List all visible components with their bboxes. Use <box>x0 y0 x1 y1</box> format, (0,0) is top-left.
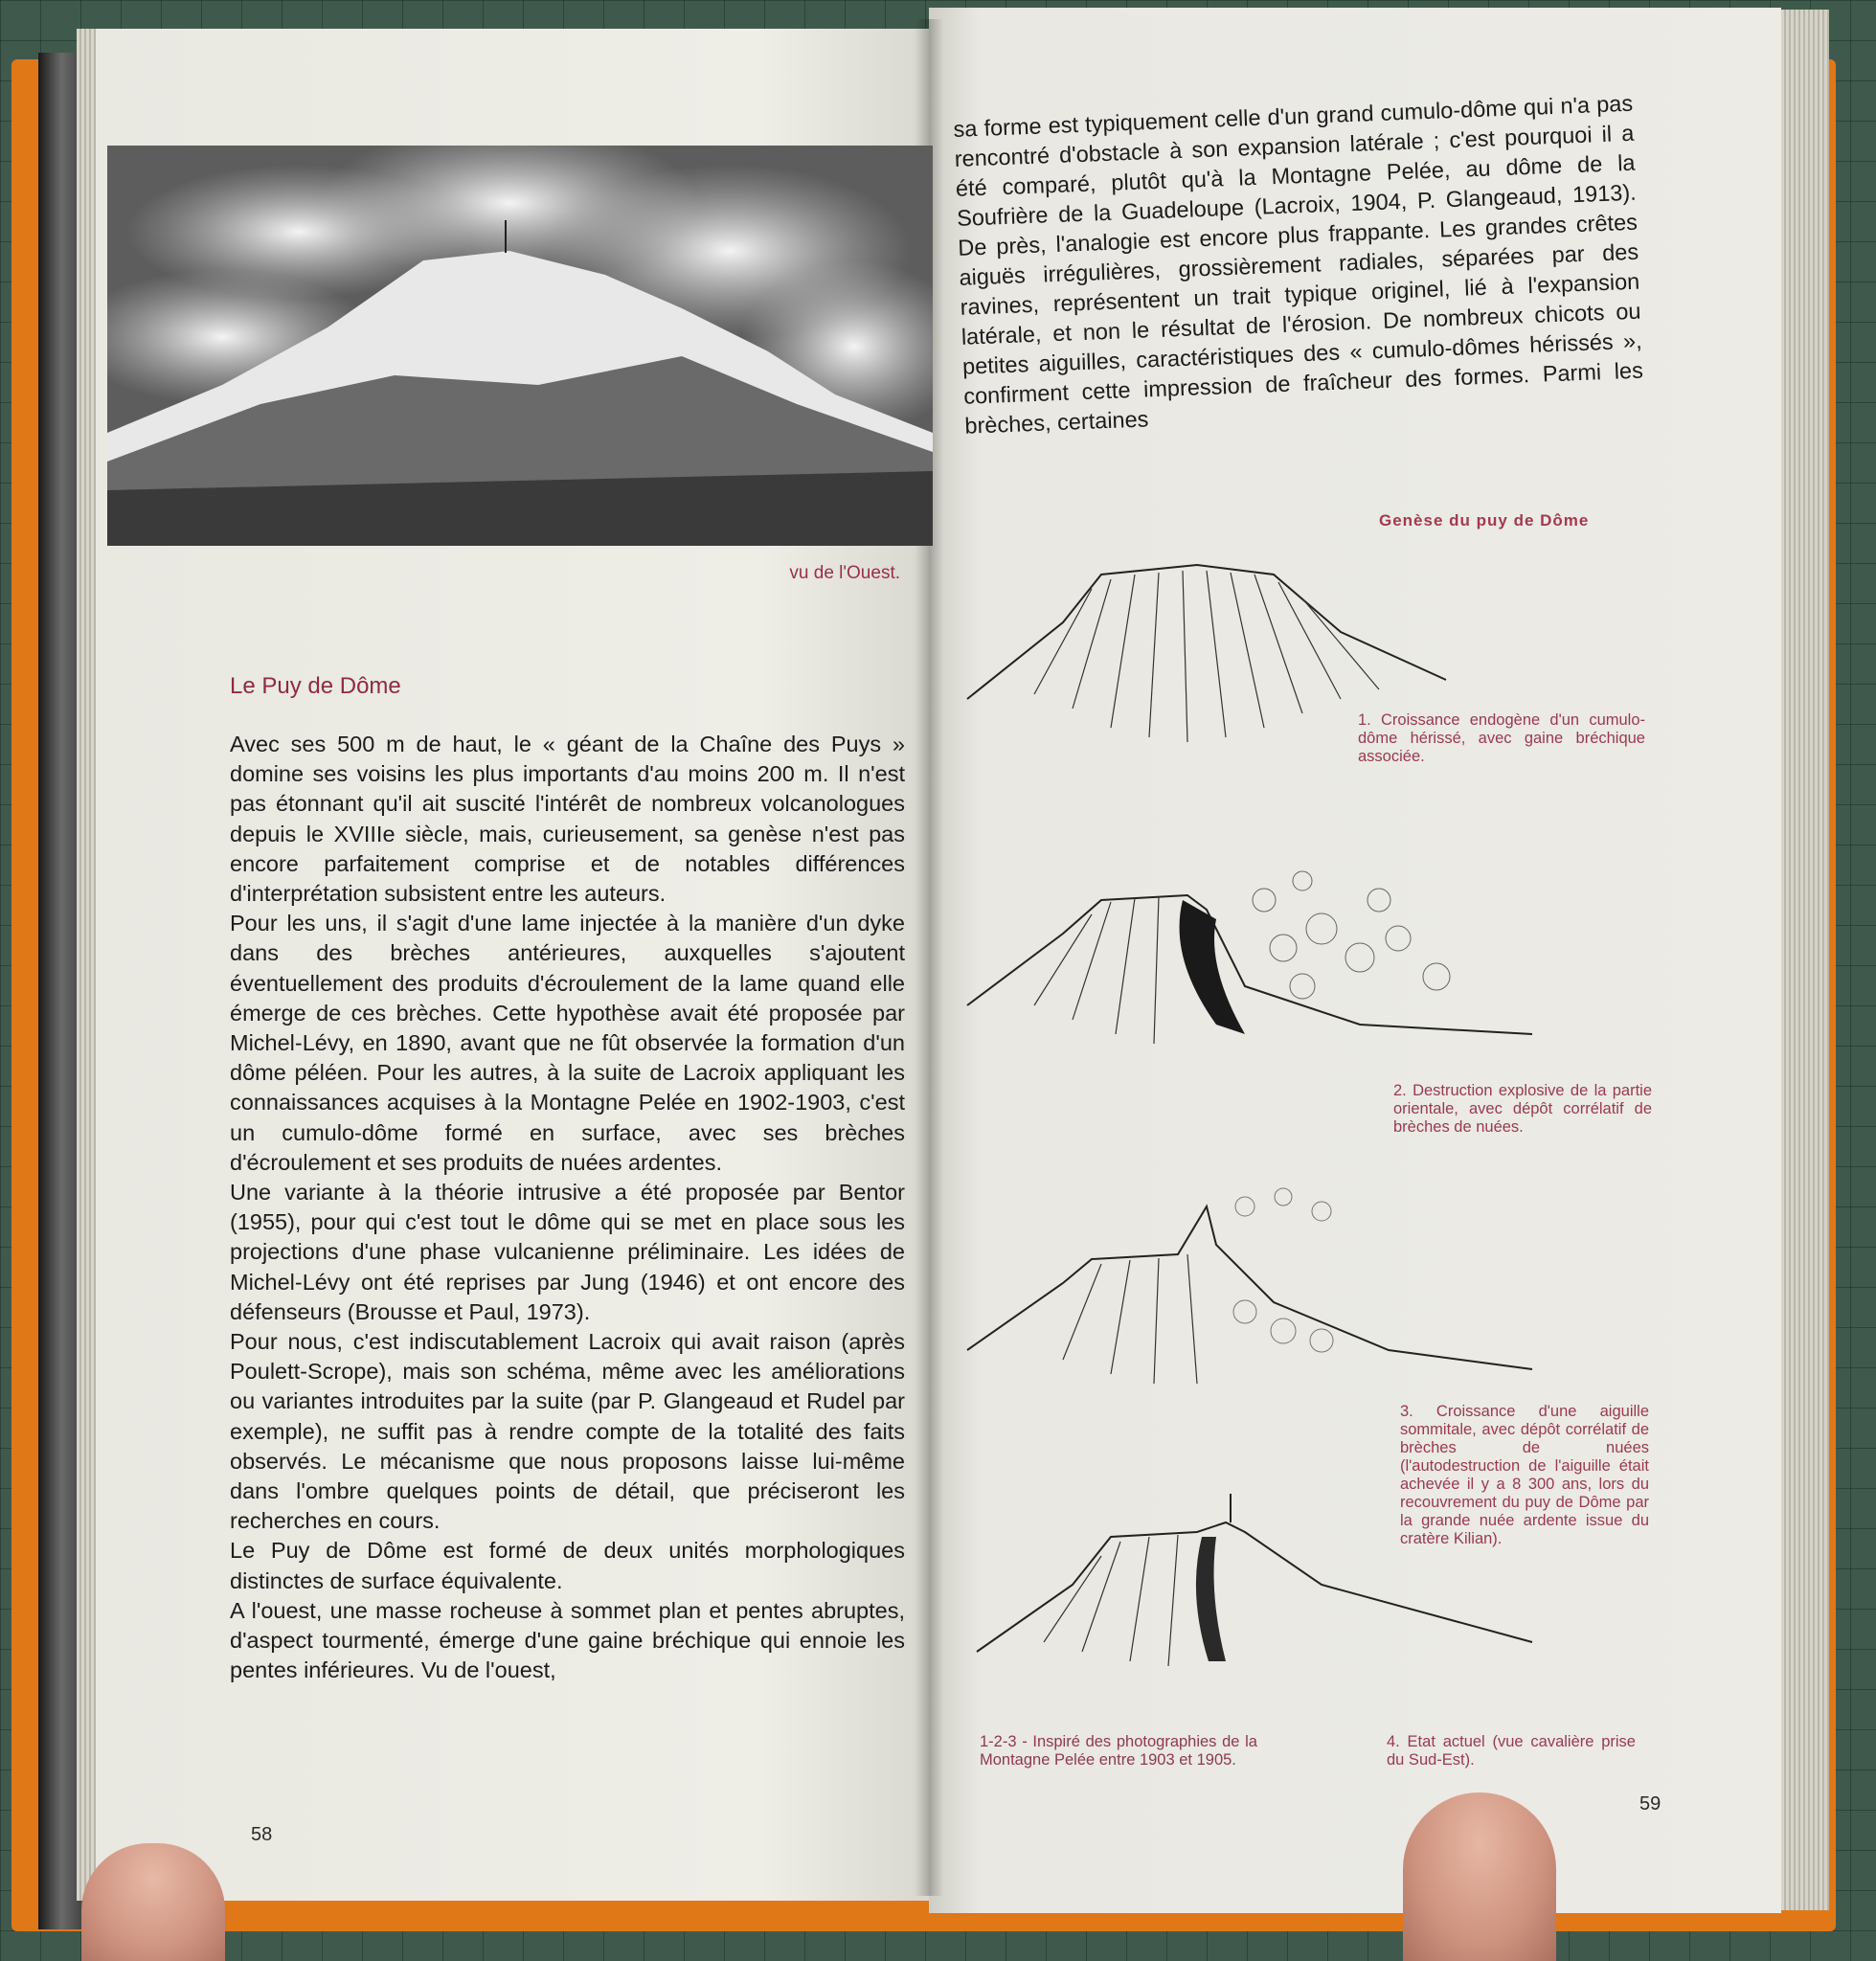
right-body-text: sa forme est typiquement celle d'un grand cumulo-dôme qui n'a pas rencontré d'obstacle à son expansion latérale ; c'est pourquoi il a été comparé, plutôt qu'à la Montagne Pelée, au dôme de la Soufrière de la Guadeloupe (Lacroix, 1904, P. Glangeaud, 1913). De près, l'analogie est encore plus frappante. Les grandes crêtes aiguës irrégulières, grossièrement radiales, séparées par des ravines, représentent un trait typique originel, lié à l'expansion latérale, et non le résultat de l'érosion. De nombreux chicots ou petites aiguilles, caractéristiques des « cumulo-dômes hérissés », confirment cette impression de fraîcheur des formes. Parmi les brèches, certaines <box>953 90 1644 439</box>
figure-caption-1: 1. Croissance endogène d'un cumulo-dôme hérissé, avec gaine bréchique associée. <box>1358 711 1645 765</box>
paragraph: Pour les uns, il s'agit d'une lame injectée à la manière d'un dyke dans des brèches antérieures, auxquelles s'ajoutent éventuellement des produits d'écroulement de la lame quand elle émerge de ces brèches. Cette hypothèse avait été proposée par Michel-Lévy, en 1890, avant que ne fût observée la formation d'un dôme péléen. Pour les autres, à la suite de Lacroix appliquant les connaissances acquises à la Montagne Pelée en 1902-1903, c'est un cumulo-dôme formé en surface, avec ses brèches d'écroulement et ses produits de nuées ardentes. <box>230 911 905 1175</box>
figure-4-illustration <box>958 1479 1551 1671</box>
left-body-text <box>230 730 905 1686</box>
paragraph: Le Puy de Dôme est formé de deux unités morphologiques distinctes de surface équivalente. <box>230 1538 905 1593</box>
figure-3-illustration <box>958 1187 1551 1398</box>
paragraph: Une variante à la théorie intrusive a été proposée par Bentor (1955), pour qui c'est tout le dôme qui se met en place sous les projections d'une phase vulcanienne préliminaire. Les idées de Michel-Lévy ont été reprises par Jung (1946) et ont encore des défenseurs (Brousse et Paul, 1973). <box>230 1180 905 1324</box>
photo-caption: vu de l'Ouest. <box>789 563 900 583</box>
page-number-left: 58 <box>251 1824 273 1845</box>
figure-caption-3: 3. Croissance d'une aiguille sommitale, avec dépôt corrélatif de brèches de nuées (l'autodestruction de l'aiguille était achevée il y a 8 300 ans, lors du recouvrement du puy de Dôme par la grande nuée ardente issue du cratère Kilian). <box>1400 1403 1649 1547</box>
right-thumb <box>1403 1792 1556 1961</box>
puy-de-dome-photo <box>107 146 933 546</box>
paragraph: Pour nous, c'est indiscutablement Lacroix qui avait raison (après Poulett-Scrope), mais son schéma, même avec les améliorations ou variantes introduites par la suite (par P. Glangeaud et Rudel par exemple), ne suffit pas à rendre compte de la totalité des faits observés. Le mécanisme que nous proposons laisse lui-même dans l'ombre quelques points de détail, que préciseront les recherches en cours. <box>230 1329 905 1534</box>
right-page-stack <box>1776 10 1829 1910</box>
source-note: 1-2-3 - Inspiré des photographies de la Montagne Pelée entre 1903 et 1905. <box>980 1733 1257 1769</box>
figure-2-illustration <box>958 843 1551 1063</box>
left-thumb <box>81 1843 225 1961</box>
figure-title: Genèse du puy de Dôme <box>1379 511 1590 530</box>
page-number-right: 59 <box>1639 1793 1661 1814</box>
paragraph: A l'ouest, une masse rocheuse à sommet plan et pentes abruptes, d'aspect tourmenté, émerge d'une gaine bréchique qui ennoie les pentes inférieures. Vu de l'ouest, <box>230 1597 905 1683</box>
figure-caption-2: 2. Destruction explosive de la partie orientale, avec dépôt corrélatif de brèches de nuées. <box>1393 1082 1652 1136</box>
paragraph: Avec ses 500 m de haut, le « géant de la Chaîne des Puys » domine ses voisins les plus importants d'au moins 200 m. Il n'est pas étonnant qu'il ait suscité l'intérêt de nombreux volcanologues depuis le XVIIIe siècle, mais, curieusement, sa genèse n'est pas encore parfaitement comprise et de notables différences d'interprétation subsistent entre les auteurs. <box>230 732 905 907</box>
figure-caption-4: 4. Etat actuel (vue cavalière prise du Sud-Est). <box>1387 1733 1636 1769</box>
section-heading: Le Puy de Dôme <box>230 673 401 699</box>
